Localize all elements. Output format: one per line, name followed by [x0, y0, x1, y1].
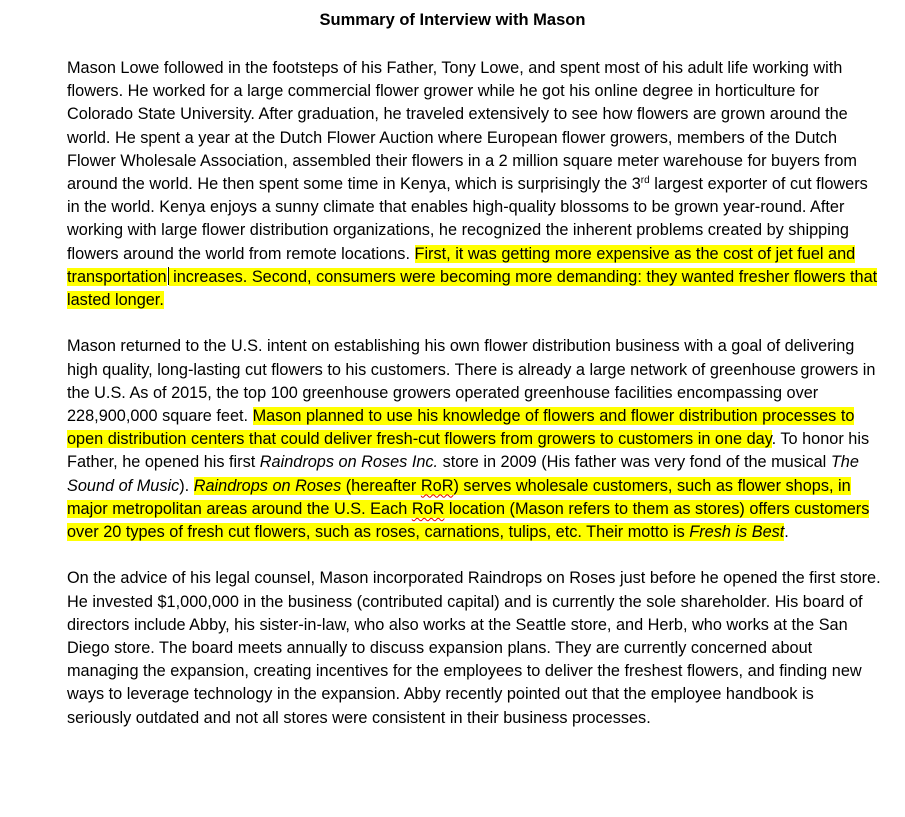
p2-text-4: ).: [179, 476, 194, 495]
p1-highlight-2: increases. Second, consumers were becoming more demanding: they wanted fresher flowers that lasted longer.: [67, 267, 878, 310]
p2-text-2: . To honor his Father, he opened his first: [67, 430, 870, 472]
p2-text-1: Mason returned to the U.S. intent on establishing his own flower distribution business with a goal of delivering high quality, long-lasting cut flowers to his customers. There is already a large network of greenhouse growers in the U.S. As of 2015, the top 100 greenhouse growers operated greenhouse facilities encompassing over 228,900,000 square feet.: [67, 337, 876, 426]
p2-text-3: store in 2009 (His father was very fond of the musical: [438, 453, 831, 472]
p2-highlight-4: location (Mason refers to them as stores) offers customers over 20 types of fresh cut flowers, such as roses, carnations, tulips, etc. Their motto is: [67, 499, 870, 542]
p2-highlight-italic-motto: Fresh is Best: [689, 523, 785, 542]
p2-text-5: .: [784, 523, 789, 542]
document-title: Summary of Interview with Mason: [319, 11, 586, 29]
spellcheck-word-ror-1[interactable]: RoR: [420, 476, 454, 495]
p2-italic-company: Raindrops on Roses Inc.: [259, 453, 439, 472]
p2-highlight-2: (hereafter: [341, 476, 421, 495]
spellcheck-word-ror-2[interactable]: RoR: [411, 499, 445, 518]
p2-highlight-1: Mason planned to use his knowledge of flowers and flower distribution processes to open distribution centers that could deliver fresh-cut flowers from growers to customers in one day: [67, 407, 855, 449]
p2-highlight-3: ) serves wholesale customers, such as flower shops, in major metropolitan areas around the U.S. Each: [67, 476, 851, 518]
paragraph-1[interactable]: [67, 57, 882, 312]
p1-superscript: rd: [640, 175, 650, 187]
p1-text-2: largest exporter of cut flowers in the world. Kenya enjoys a sunny climate that enables high-quality blossoms to be grown year-round. After working with large flower distribution organizations, he recognized the inherent problems created by shipping flowers around the world from remote locations.: [67, 175, 868, 263]
p2-italic-musical: The Sound of Music: [67, 453, 859, 495]
p2-highlight-italic-name: Raindrops on Roses: [193, 476, 342, 495]
paragraph-2[interactable]: [67, 335, 882, 544]
document-body[interactable]: [67, 57, 882, 753]
p1-highlight-1: First, it was getting more expensive as the cost of jet fuel and transportation: [67, 244, 856, 286]
p1-text-1: Mason Lowe followed in the footsteps of his Father, Tony Lowe, and spent most of his adult life working with flowers. He worked for a large commercial flower grower while he got his online degree in horticulture for Colorado State University. After graduation, he traveled extensively to see how flowers are grown around the world. He spent a year at the Dutch Flower Auction where European flower growers, members of the Dutch Flower Wholesale Association, assembled their flowers in a 2 million square meter warehouse for buyers from around the world. He then spent some time in Kenya, which is surprisingly the 3: [67, 59, 857, 194]
paragraph-3[interactable]: On the advice of his legal counsel, Mason incorporated Raindrops on Roses just before he opened the first store. He invested $1,000,000 in the business (contributed capital) and is currently the sole shareholder. His board of directors include Abby, his sister-in-law, who also works at the Seattle store, and Herb, who works at the San Diego store. The board meets annually to discuss expansion plans. They are currently concerned about managing the expansion, creating incentives for the employees to deliver the freshest flowers, and finding new ways to leverage technology in the expansion. Abby recently pointed out that the employee handbook is seriously outdated and not all stores were consistent in their business processes.: [67, 569, 881, 727]
